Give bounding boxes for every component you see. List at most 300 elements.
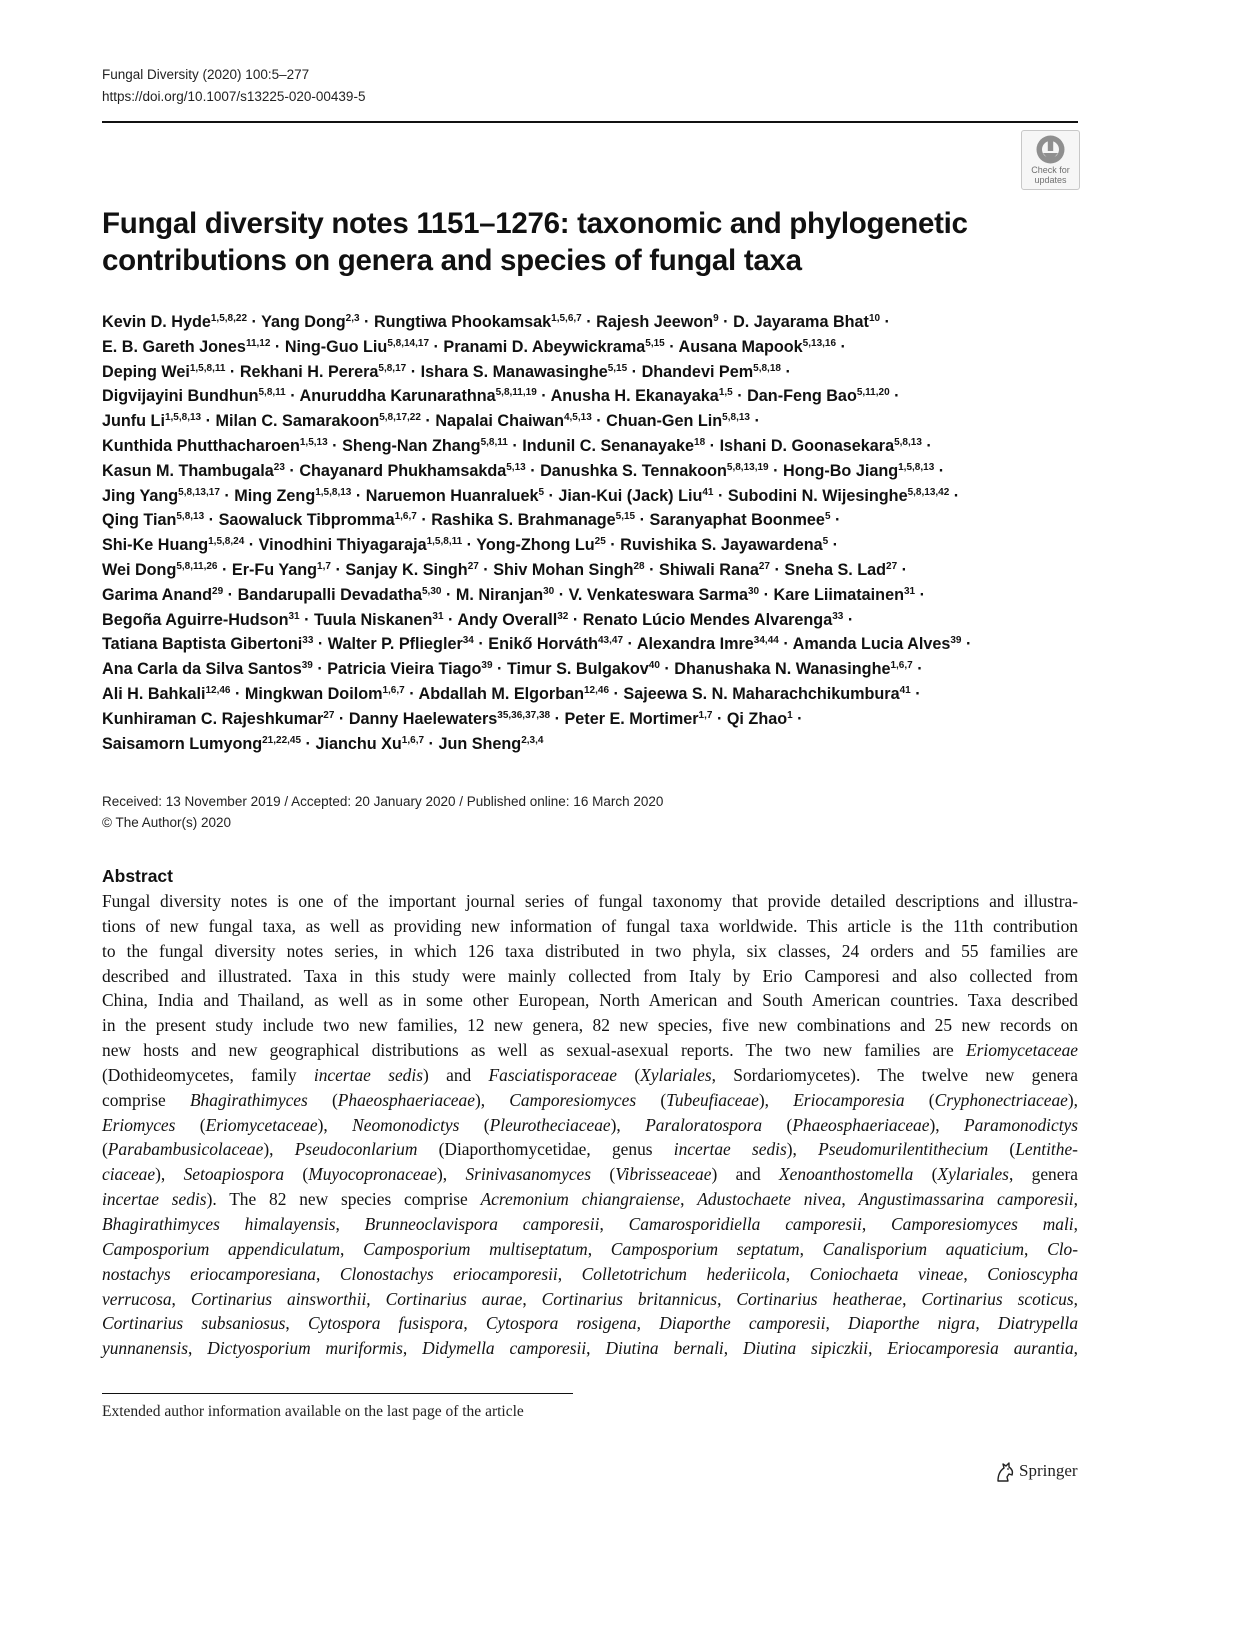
- author-separator: ·: [223, 585, 238, 604]
- taxon-name: Clonostachys eriocamporesii: [339, 1263, 558, 1284]
- abstract-line: [102, 1162, 1078, 1187]
- author-name[interactable]: Walter P. Pfliegler: [327, 635, 463, 654]
- abstract-segment: ,: [335, 1213, 365, 1234]
- abstract-segment: ,: [902, 1288, 922, 1309]
- author-name[interactable]: E. B. Gareth Jones: [102, 337, 246, 356]
- taxon-name: ciaceae: [102, 1164, 156, 1185]
- abstract-text: [102, 889, 1078, 1361]
- author-name[interactable]: Chayanard Phukhamsakda: [299, 461, 507, 480]
- taxon-name: Lentithe-: [1015, 1139, 1078, 1160]
- author-name[interactable]: Qi Zhao: [726, 709, 788, 728]
- author-affiliation: 5,15: [607, 362, 628, 374]
- author-affiliation: 21,22,45: [262, 734, 302, 746]
- author-name[interactable]: Digvijayini Bundhun: [102, 387, 259, 406]
- journal-header: [102, 64, 365, 108]
- taxon-name: Phaeosphaeriaceae: [337, 1089, 475, 1110]
- taxon-name: Coniochaeta vineae: [809, 1263, 964, 1284]
- author-separator: ·: [778, 635, 793, 654]
- author-name[interactable]: Jianchu Xu: [315, 734, 402, 753]
- taxon-name: Pseudomurilentithecium: [818, 1139, 989, 1160]
- author-name[interactable]: Sanjay K. Singh: [345, 560, 468, 579]
- author-separator: ·: [544, 486, 559, 505]
- author-name[interactable]: Danushka S. Tennakoon: [540, 461, 727, 480]
- author-affiliation: 5,30: [421, 585, 442, 597]
- taxon-name: Cytospora rosigena: [485, 1313, 637, 1334]
- author-affiliation: 5,8,13,42: [907, 486, 950, 498]
- author-name[interactable]: Shi-Ke Huang: [102, 536, 209, 555]
- abstract-segment: ,: [586, 1338, 606, 1359]
- author-affiliation: 12,46: [584, 684, 610, 696]
- author-name[interactable]: Sneha S. Lad: [784, 560, 887, 579]
- author-affiliation: 1,5,8,13: [898, 461, 935, 473]
- author-separator: ·: [554, 585, 569, 604]
- author-separator: ·: [880, 313, 890, 331]
- author-separator: ·: [759, 585, 774, 604]
- doi-link[interactable]: https://doi.org/10.1007/s13225-020-00439-5: [102, 89, 366, 104]
- author-separator: ·: [792, 709, 803, 728]
- taxon-name: Eriomycetaceae: [965, 1040, 1078, 1061]
- author-affiliation: 1,6,7: [382, 684, 405, 696]
- author-name[interactable]: Kasun M. Thambugala: [102, 461, 274, 480]
- abstract-segment: ,: [171, 1288, 191, 1309]
- abstract-segment: ),: [1067, 1089, 1079, 1110]
- author-name[interactable]: Mingkwan Doilom: [244, 684, 383, 703]
- author-line: [102, 360, 1087, 385]
- author-name[interactable]: Yong-Zhong Lu: [476, 536, 595, 555]
- taxon-name: Diatrypella: [997, 1313, 1079, 1334]
- author-name[interactable]: Vinodhini Thiyagaraja: [258, 536, 427, 555]
- author-line: [102, 409, 1087, 434]
- footnote: Extended author information available on the last page of the article: [102, 1403, 524, 1420]
- abstract-line: [102, 889, 1078, 914]
- author-separator: ·: [581, 313, 597, 331]
- author-separator: ·: [705, 436, 720, 455]
- taxon-name: Paraloratospora: [645, 1114, 763, 1135]
- author-affiliation: 43,47: [598, 635, 624, 647]
- author-affiliation: 41: [702, 486, 714, 498]
- abstract-segment: (: [988, 1139, 1016, 1160]
- author-separator: ·: [462, 536, 477, 555]
- author-affiliation: 2,3,4: [521, 734, 544, 746]
- author-affiliation: 2,3: [345, 313, 360, 324]
- author-line: [102, 533, 1087, 558]
- taxon-name: Eriomyces: [102, 1114, 176, 1135]
- author-name[interactable]: Rekhani H. Perera: [239, 362, 379, 381]
- author-separator: ·: [828, 536, 839, 555]
- abstract-line: [102, 1038, 1078, 1063]
- author-name[interactable]: Ning-Guo Liu: [284, 337, 388, 356]
- author-affiliation: 39: [301, 660, 313, 672]
- abstract-line: [102, 1311, 1078, 1336]
- taxon-name: Diaporthe camporesii: [659, 1313, 826, 1334]
- abstract-segment: in the present study include two new families, 12 new genera, 82 new species, five new combinations and 25 new records on: [102, 1015, 1078, 1036]
- abstract-segment: ,: [463, 1313, 486, 1334]
- author-name[interactable]: Abdallah M. Elgorban: [418, 684, 584, 703]
- author-name[interactable]: Ruvishika S. Jayawardena: [620, 536, 823, 555]
- author-affiliation: 1,7: [317, 560, 331, 572]
- abstract-line: [102, 1336, 1078, 1361]
- abstract-segment: ),: [155, 1164, 184, 1185]
- author-name[interactable]: Jing Yang: [102, 486, 179, 505]
- author-name[interactable]: Pranami D. Abeywickrama: [443, 337, 646, 356]
- abstract-segment: ,: [402, 1338, 423, 1359]
- taxon-name: Neomonodictys: [352, 1114, 460, 1135]
- author-name[interactable]: Rashika S. Brahmanage: [431, 511, 616, 530]
- taxon-name: Muyocopronaceae: [308, 1164, 437, 1185]
- dates-line: Received: 13 November 2019 / Accepted: 20 January 2020 / Published online: 16 March 2020: [102, 794, 664, 809]
- author-line: [102, 707, 1087, 732]
- author-separator: ·: [420, 412, 436, 431]
- author-separator: ·: [478, 560, 494, 579]
- abstract-segment: (: [175, 1114, 206, 1135]
- author-name[interactable]: Dhanushaka N. Wanasinghe: [674, 660, 891, 679]
- author-name[interactable]: Sheng-Nan Zhang: [342, 436, 481, 455]
- author-name[interactable]: Bandarupalli Devadatha: [237, 585, 422, 604]
- author-affiliation: 35,36,37,38: [497, 709, 551, 721]
- taxon-name: Eriocamporesia aurantia: [887, 1338, 1074, 1359]
- author-name[interactable]: Dan-Feng Bao: [747, 387, 857, 406]
- abstract-segment: ,: [316, 1263, 340, 1284]
- author-separator: ·: [217, 560, 232, 579]
- taxon-name: Camporesiomyces: [509, 1089, 637, 1110]
- author-name[interactable]: D. Jayarama Bhat: [733, 313, 869, 331]
- publisher-name: Springer: [1019, 1461, 1078, 1480]
- author-name[interactable]: Kevin D. Hyde: [102, 313, 211, 331]
- abstract-segment: ),: [317, 1114, 353, 1135]
- abstract-line: [102, 1137, 1078, 1162]
- author-affiliation: 33: [832, 610, 844, 622]
- taxon-name: Camposporium septatum: [610, 1238, 800, 1259]
- author-affiliation: 5: [824, 511, 831, 523]
- abstract-segment: ,: [723, 1338, 744, 1359]
- abstract-segment: (: [904, 1089, 935, 1110]
- taxon-name: Canalisporium aquaticium: [822, 1238, 1025, 1259]
- author-affiliation: 30: [543, 585, 555, 597]
- author-name[interactable]: Ana Carla da Silva Santos: [102, 660, 302, 679]
- author-affiliation: 27: [467, 560, 479, 572]
- taxon-name: incertae sedis: [102, 1189, 207, 1210]
- abstract-segment: tions of new fungal taxa, as well as providing new information of fungal taxa worldwide. This article is the 11th contribution: [102, 915, 1078, 936]
- author-separator: ·: [713, 486, 728, 505]
- author-name[interactable]: Andy Overall: [457, 610, 558, 629]
- abstract-segment: ,: [841, 1189, 859, 1210]
- check-for-updates-badge[interactable]: [1021, 130, 1080, 190]
- abstract-segment: ,: [1024, 1238, 1048, 1259]
- author-name[interactable]: Wei Dong: [102, 560, 177, 579]
- author-affiliation: 5,8,13,19: [726, 461, 769, 473]
- author-affiliation: 29: [212, 585, 224, 597]
- author-name[interactable]: Indunil C. Senanayake: [522, 436, 695, 455]
- abstract-segment: ,: [680, 1189, 698, 1210]
- taxon-name: Dictyosporium muriformis: [207, 1338, 403, 1359]
- author-name[interactable]: Begoña Aguirre-Hudson: [102, 610, 289, 629]
- author-line: [102, 583, 1087, 608]
- author-affiliation: 5,15: [645, 337, 665, 349]
- author-separator: ·: [718, 313, 734, 331]
- taxon-name: Bhagirathimyces: [189, 1089, 308, 1110]
- abstract-line: [102, 1262, 1078, 1287]
- author-name[interactable]: Tuula Niskanen: [313, 610, 433, 629]
- author-affiliation: 1,5,8,13: [315, 486, 352, 498]
- taxon-name: Conioscypha: [987, 1263, 1079, 1284]
- author-separator: ·: [351, 486, 366, 505]
- author-name[interactable]: Anusha H. Ekanayaka: [550, 387, 719, 406]
- abstract-line: [102, 964, 1078, 989]
- author-separator: ·: [659, 660, 675, 679]
- taxon-name: Diutina bernali: [605, 1338, 724, 1359]
- author-separator: ·: [568, 610, 583, 629]
- author-line: [102, 632, 1087, 657]
- author-line: [102, 434, 1087, 459]
- author-affiliation: 39: [481, 660, 493, 672]
- author-name[interactable]: Shiv Mohan Singh: [493, 560, 634, 579]
- abstract-segment: (: [102, 1139, 108, 1160]
- author-separator: ·: [605, 536, 621, 555]
- author-affiliation: 1,5,6,7: [551, 313, 582, 324]
- author-affiliation: 1,5,8,24: [208, 536, 245, 548]
- author-affiliation: 39: [950, 635, 962, 647]
- author-name[interactable]: Naruemon Huanraluek: [365, 486, 539, 505]
- abstract-segment: ,: [557, 1263, 582, 1284]
- abstract-segment: ,: [1073, 1288, 1078, 1309]
- abstract-line: [102, 914, 1078, 939]
- author-separator: ·: [635, 511, 650, 530]
- author-line: [102, 384, 1087, 409]
- abstract-line: [102, 1237, 1078, 1262]
- author-name[interactable]: Kunthida Phutthacharoen: [102, 436, 300, 455]
- author-name[interactable]: Amanda Lucia Alves: [792, 635, 951, 654]
- author-separator: ·: [301, 734, 316, 753]
- author-affiliation: 5,8,13: [722, 412, 750, 424]
- author-name[interactable]: Jian-Kui (Jack) Liu: [558, 486, 703, 505]
- abstract-line: [102, 1287, 1078, 1312]
- author-separator: ·: [330, 560, 346, 579]
- author-affiliation: 31: [288, 610, 300, 622]
- author-name[interactable]: Saranyaphat Boonmee: [649, 511, 825, 530]
- author-name[interactable]: Er-Fu Yang: [231, 560, 318, 579]
- author-affiliation: 1,6,7: [394, 511, 417, 523]
- author-line: [102, 608, 1087, 633]
- author-affiliation: 27: [886, 560, 898, 572]
- author-name[interactable]: Saisamorn Lumyong: [102, 734, 263, 753]
- taxon-name: Cortinarius aurae: [385, 1288, 523, 1309]
- author-name[interactable]: Jun Sheng: [438, 734, 522, 753]
- abstract-segment: ),: [436, 1164, 466, 1185]
- author-separator: ·: [406, 362, 421, 381]
- author-name[interactable]: Tatiana Baptista Gibertoni: [102, 635, 303, 654]
- author-name[interactable]: Garima Anand: [102, 585, 213, 604]
- author-affiliation: 1,5,8,11: [189, 362, 226, 374]
- abstract-segment: ). The 82 new species comprise: [206, 1189, 481, 1210]
- abstract-segment: ) and: [422, 1064, 489, 1085]
- author-separator: ·: [507, 436, 523, 455]
- author-name[interactable]: Rajesh Jeewon: [596, 313, 714, 331]
- author-separator: ·: [201, 412, 216, 431]
- article-title: [102, 205, 1062, 279]
- author-separator: ·: [830, 511, 841, 530]
- author-separator: ·: [536, 387, 551, 406]
- taxon-name: Brunneoclavispora camporesii: [364, 1213, 600, 1234]
- author-separator: ·: [897, 560, 908, 579]
- author-affiliation: 34: [462, 635, 474, 647]
- abstract-segment: ,: [963, 1263, 988, 1284]
- abstract-segment: ,: [861, 1213, 892, 1234]
- author-affiliation: 5,8,11,19: [495, 387, 537, 399]
- taxon-name: nostachys eriocamporesiana: [102, 1263, 317, 1284]
- abstract-segment: , Sordariomycetes). The twelve new genera: [711, 1064, 1079, 1085]
- author-line: [102, 657, 1087, 682]
- author-separator: ·: [949, 486, 960, 505]
- author-affiliation: 5,13,16: [802, 337, 837, 349]
- abstract-line: [102, 1212, 1078, 1237]
- abstract-segment: described and illustrated. Taxa in this study were mainly collected from Italy by Erio Camporesi and also collected from: [102, 965, 1078, 986]
- abstract-segment: (: [636, 1089, 667, 1110]
- author-name[interactable]: Deping Wei: [102, 362, 190, 381]
- author-name[interactable]: Patricia Vieira Tiago: [327, 660, 482, 679]
- abstract-segment: ),: [263, 1139, 295, 1160]
- author-line: [102, 508, 1087, 533]
- taxon-name: Cortinarius subsaniosus: [102, 1313, 286, 1334]
- taxon-name: Bhagirathimyces himalayensis: [102, 1213, 336, 1234]
- author-affiliation: 5,8,13: [894, 436, 922, 448]
- author-separator: ·: [359, 313, 374, 331]
- taxon-name: Eriocamporesia: [793, 1089, 905, 1110]
- taxon-name: Pseudoconlarium: [294, 1139, 418, 1160]
- taxon-name: Xylariales: [640, 1064, 712, 1085]
- author-name[interactable]: Ming Zeng: [234, 486, 316, 505]
- author-name[interactable]: Renato Lúcio Mendes Alvarenga: [582, 610, 833, 629]
- abstract-segment: ,: [285, 1313, 308, 1334]
- title-line: Fungal diversity notes 1151–1276: taxonomic and phylogenetic: [102, 207, 968, 240]
- author-name[interactable]: Alexandra Imre: [636, 635, 754, 654]
- author-affiliation: 30: [748, 585, 760, 597]
- author-name[interactable]: Kunhiraman C. Rajeshkumar: [102, 709, 324, 728]
- author-name[interactable]: Enikő Horváth: [488, 635, 598, 654]
- author-separator: ·: [473, 635, 489, 654]
- author-separator: ·: [443, 610, 458, 629]
- taxon-name: verrucosa: [102, 1288, 172, 1309]
- taxon-name: Cortinarius scoticus: [921, 1288, 1074, 1309]
- author-separator: ·: [284, 461, 300, 480]
- check-badge-line1: Check for: [1031, 165, 1070, 175]
- author-name[interactable]: M. Niranjan: [455, 585, 544, 604]
- author-separator: ·: [219, 486, 235, 505]
- author-separator: ·: [644, 560, 660, 579]
- taxon-name: Pleurotheciaceae: [489, 1114, 611, 1135]
- author-name[interactable]: Ausana Mapook: [678, 337, 803, 356]
- taxon-name: Angustimassarina camporesii: [858, 1189, 1074, 1210]
- author-affiliation: 11,12: [245, 337, 271, 349]
- author-separator: ·: [623, 635, 637, 654]
- taxon-name: Cytospora fusispora: [307, 1313, 464, 1334]
- author-name[interactable]: Peter E. Mortimer: [564, 709, 699, 728]
- author-name[interactable]: Rungtiwa Phookamsak: [373, 313, 552, 331]
- author-separator: ·: [327, 436, 343, 455]
- taxon-name: Colletotrichum hederiicola: [581, 1263, 786, 1284]
- author-separator: ·: [299, 610, 314, 629]
- author-affiliation: 41: [899, 684, 911, 696]
- author-name[interactable]: Junfu Li: [102, 412, 165, 431]
- author-affiliation: 12,46: [205, 684, 231, 696]
- author-affiliation: 25: [594, 536, 606, 548]
- author-name[interactable]: Chuan-Gen Lin: [606, 412, 723, 431]
- author-name[interactable]: Hong-Bo Jiang: [783, 461, 899, 480]
- author-affiliation: 5,8,13: [176, 511, 205, 523]
- author-name[interactable]: Timur S. Bulgakov: [506, 660, 649, 679]
- author-affiliation: 5,13: [506, 461, 526, 473]
- abstract-line: [102, 1013, 1078, 1038]
- author-name[interactable]: Ali H. Bahkali: [102, 684, 206, 703]
- abstract-segment: ),: [929, 1114, 965, 1135]
- author-name[interactable]: V. Venkateswara Sarma: [568, 585, 748, 604]
- author-separator: ·: [225, 362, 240, 381]
- author-separator: ·: [627, 362, 642, 381]
- taxon-name: Cortinarius heatherae: [736, 1288, 903, 1309]
- author-separator: ·: [424, 734, 439, 753]
- author-affiliation: 31: [432, 610, 444, 622]
- author-line: [102, 459, 1087, 484]
- author-affiliation: 5,8,11,26: [176, 560, 218, 572]
- author-name[interactable]: Milan C. Samarakoon: [215, 412, 380, 431]
- author-affiliation: 27: [758, 560, 770, 572]
- author-line: [102, 732, 1087, 757]
- author-name[interactable]: Subodini N. Wijesinghe: [727, 486, 908, 505]
- author-name[interactable]: Qing Tian: [102, 511, 177, 530]
- author-name[interactable]: Kare Liimatainen: [773, 585, 904, 604]
- author-name[interactable]: Ishani D. Goonasekara: [719, 436, 895, 455]
- abstract-segment: ),: [474, 1089, 510, 1110]
- publication-dates: [102, 791, 663, 833]
- taxon-name: Eriomycetaceae: [205, 1114, 318, 1135]
- footnote-rule: [102, 1393, 573, 1394]
- taxon-name: Camposporium multiseptatum: [363, 1238, 588, 1259]
- author-name[interactable]: Yang Dong: [261, 313, 346, 331]
- author-name[interactable]: Napalai Chaiwan: [435, 412, 564, 431]
- author-separator: ·: [732, 387, 748, 406]
- taxon-name: Vibrisseaceae: [615, 1164, 712, 1185]
- taxon-name: Parabambusicolaceae: [107, 1139, 264, 1160]
- abstract-segment: China, India and Thailand, as well as in some other European, North American and South American countries. Taxa described: [102, 990, 1078, 1011]
- abstract-segment: (: [591, 1164, 616, 1185]
- abstract-segment: ,: [799, 1238, 823, 1259]
- author-affiliation: 1,6,7: [890, 660, 913, 672]
- author-separator: ·: [416, 511, 432, 530]
- author-name[interactable]: Ishara S. Manawasinghe: [420, 362, 608, 381]
- springer-horse-icon: [994, 1461, 1016, 1483]
- abstract-segment: (: [913, 1164, 938, 1185]
- author-line: [102, 558, 1087, 583]
- abstract-segment: ,: [975, 1313, 998, 1334]
- author-name[interactable]: Anuruddha Karunarathna: [299, 387, 496, 406]
- taxon-name: yunnanensis: [102, 1338, 188, 1359]
- abstract-segment: ,: [717, 1288, 737, 1309]
- author-separator: ·: [889, 387, 900, 406]
- author-name[interactable]: Sajeewa S. N. Maharachchikumbura: [623, 684, 900, 703]
- taxon-name: Xylariales: [937, 1164, 1009, 1185]
- author-affiliation: 5,15: [615, 511, 636, 523]
- author-name[interactable]: Dhandevi Pem: [641, 362, 754, 381]
- abstract-segment: ,: [785, 1263, 810, 1284]
- abstract-line: [102, 1187, 1078, 1212]
- author-name[interactable]: Saowaluck Tibpromma: [218, 511, 395, 530]
- taxon-name: Camporesiomyces mali: [891, 1213, 1074, 1234]
- author-name[interactable]: Danny Haelewaters: [348, 709, 498, 728]
- abstract-segment: ),: [786, 1139, 819, 1160]
- author-separator: ·: [404, 684, 419, 703]
- author-separator: ·: [441, 585, 456, 604]
- taxon-name: Camposporium appendiculatum: [102, 1238, 341, 1259]
- author-name[interactable]: Shiwali Rana: [659, 560, 759, 579]
